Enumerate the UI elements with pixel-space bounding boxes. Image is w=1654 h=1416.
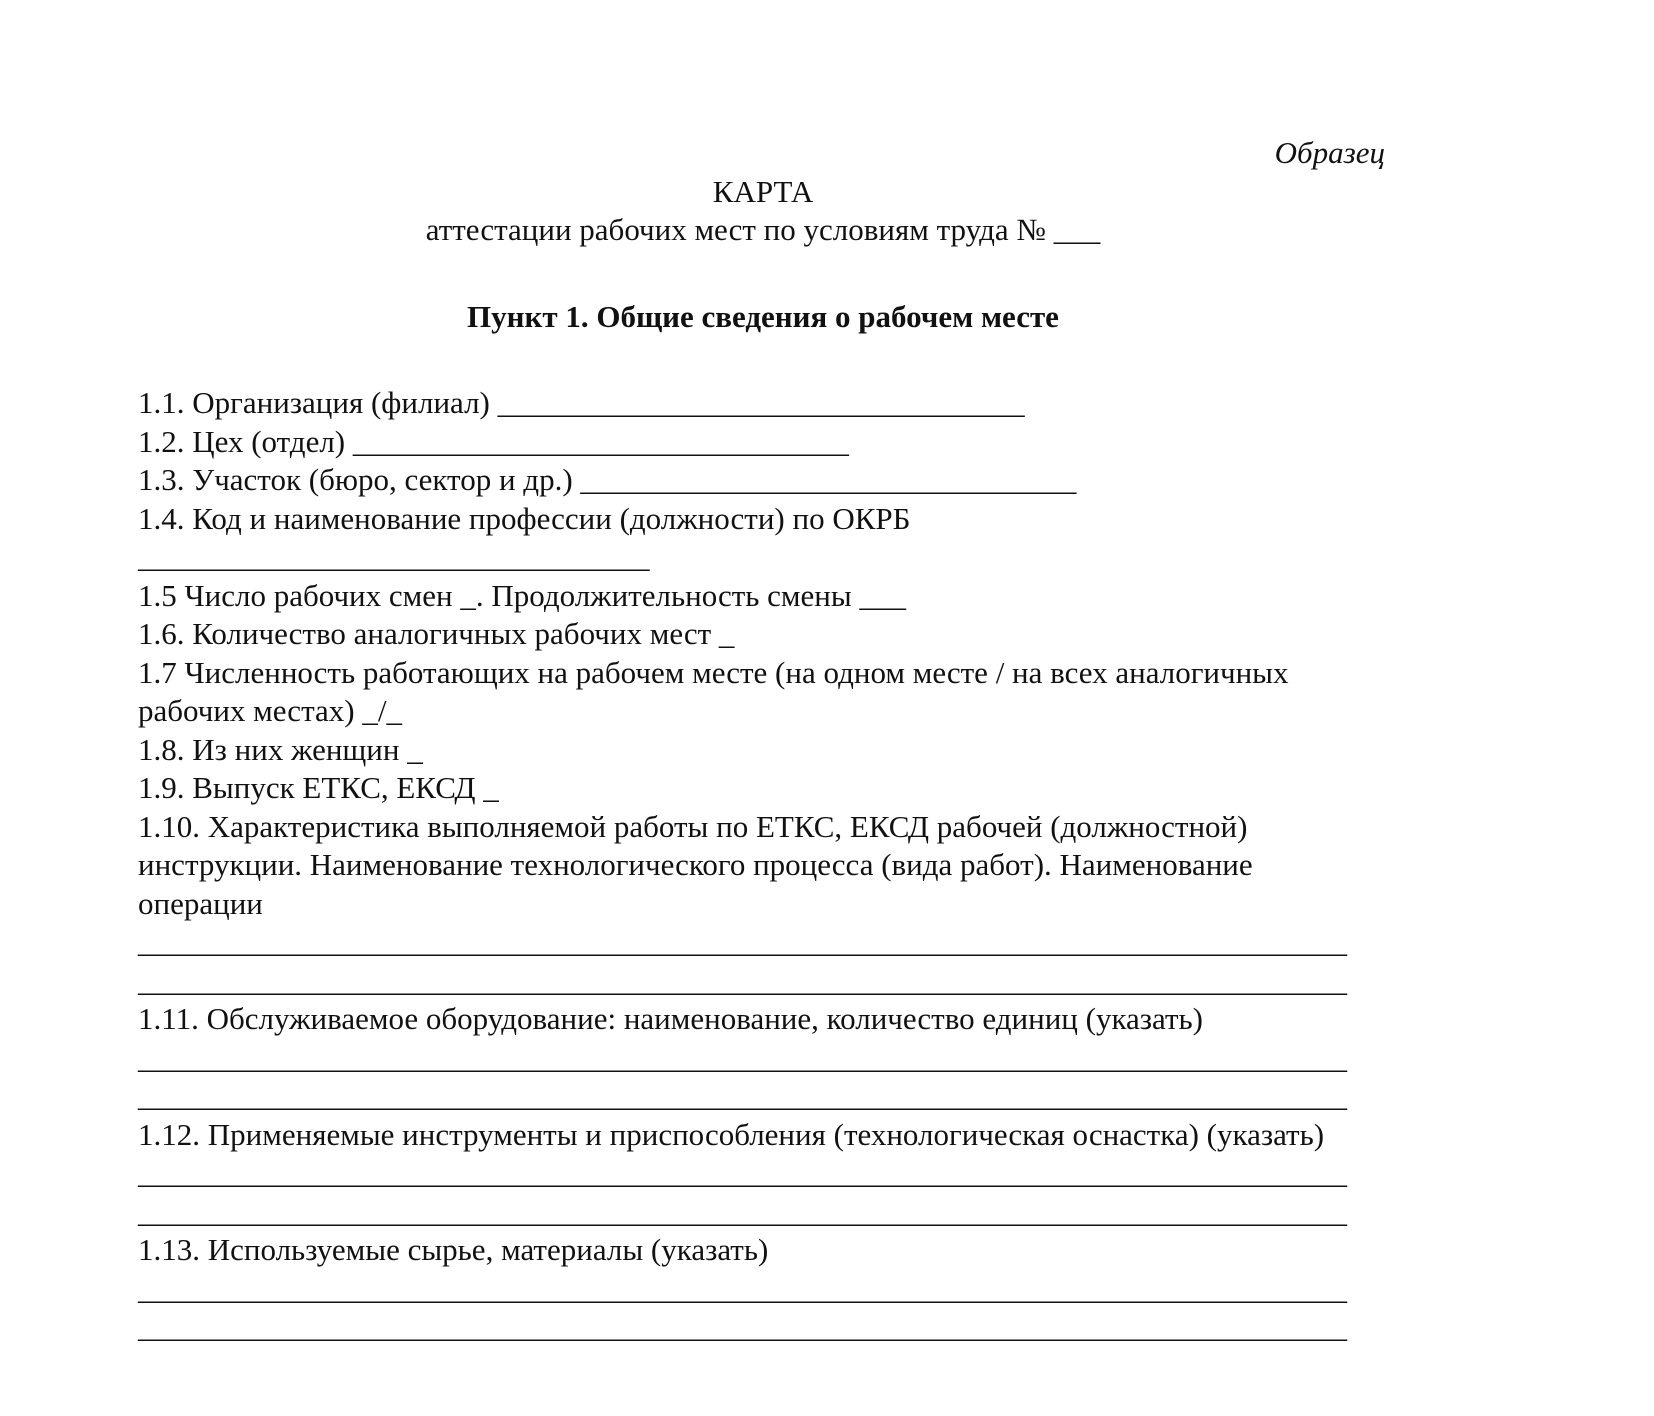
field-1-11-equipment: 1.11. Обслуживаемое оборудование: наименование, количество единиц (указать) (138, 1001, 1204, 1036)
ruled-blank-line: ______________________________________________________________________________ (138, 924, 1347, 959)
field-1-1-organization: 1.1. Организация (филиал) __________________________________ (138, 385, 1025, 420)
ruled-blank-line: ______________________________________________________________________________ (138, 1193, 1347, 1229)
ruled-blank-line: ______________________________________________________________________________ (138, 1039, 1347, 1075)
ruled-blank-line: ______________________________________________________________________________ (138, 1078, 1347, 1113)
ruled-blank-line: ______________________________________________________________________________ (138, 1309, 1347, 1344)
field-1-7-workers-count-line2: рабочих местах) _/_ (138, 693, 402, 728)
doc-title: КАРТА (712, 173, 814, 209)
field-1-13-materials: 1.13. Используемые сырье, материалы (указать) (138, 1232, 769, 1267)
form-fields (138, 384, 1654, 1347)
field-1-10-work-description-line1: 1.10. Характеристика выполняемой работы по ЕТКС, ЕКСД рабочей (должностной) (138, 808, 1248, 844)
field-1-6-similar-workplaces: 1.6. Количество аналогичных рабочих мест _ (138, 616, 735, 651)
sample-watermark: Образец (1274, 135, 1385, 170)
ruled-blank-line: ______________________________________________________________________________ (138, 1270, 1347, 1306)
field-1-5-shifts: 1.5 Число рабочих смен _. Продолжительность смены ___ (138, 577, 906, 613)
field-1-2-workshop: 1.2. Цех (отдел) ________________________________ (138, 423, 849, 459)
ruled-blank-line: ______________________________________________________________________________ (138, 1155, 1347, 1190)
field-1-4-profession-code: 1.4. Код и наименование профессии (должности) по ОКРБ (138, 500, 911, 536)
field-1-9-etks-issue: 1.9. Выпуск ЕТКС, ЕКСД _ (138, 770, 499, 805)
field-1-4-blank-line: _________________________________ (138, 539, 650, 574)
field-1-7-workers-count-line1: 1.7 Численность работающих на рабочем месте (на одном месте / на всех аналогичных (138, 654, 1289, 690)
field-1-12-tools: 1.12. Применяемые инструменты и приспособления (технологическая оснастка) (указать) (138, 1116, 1325, 1152)
section-title: Пункт 1. Общие сведения о рабочем месте (467, 298, 1059, 334)
field-1-8-women-count: 1.8. Из них женщин _ (138, 731, 423, 767)
doc-subtitle: аттестации рабочих мест по условиям труда № ___ (425, 212, 1101, 247)
field-1-10-work-description-line2: инструкции. Наименование технологического процесса (вида работ). Наименование (138, 847, 1253, 882)
field-1-3-site: 1.3. Участок (бюро, сектор и др.) ________________________________ (138, 462, 1077, 497)
field-1-10-work-description-line3: операции (138, 885, 263, 921)
ruled-blank-line: ______________________________________________________________________________ (138, 962, 1347, 998)
